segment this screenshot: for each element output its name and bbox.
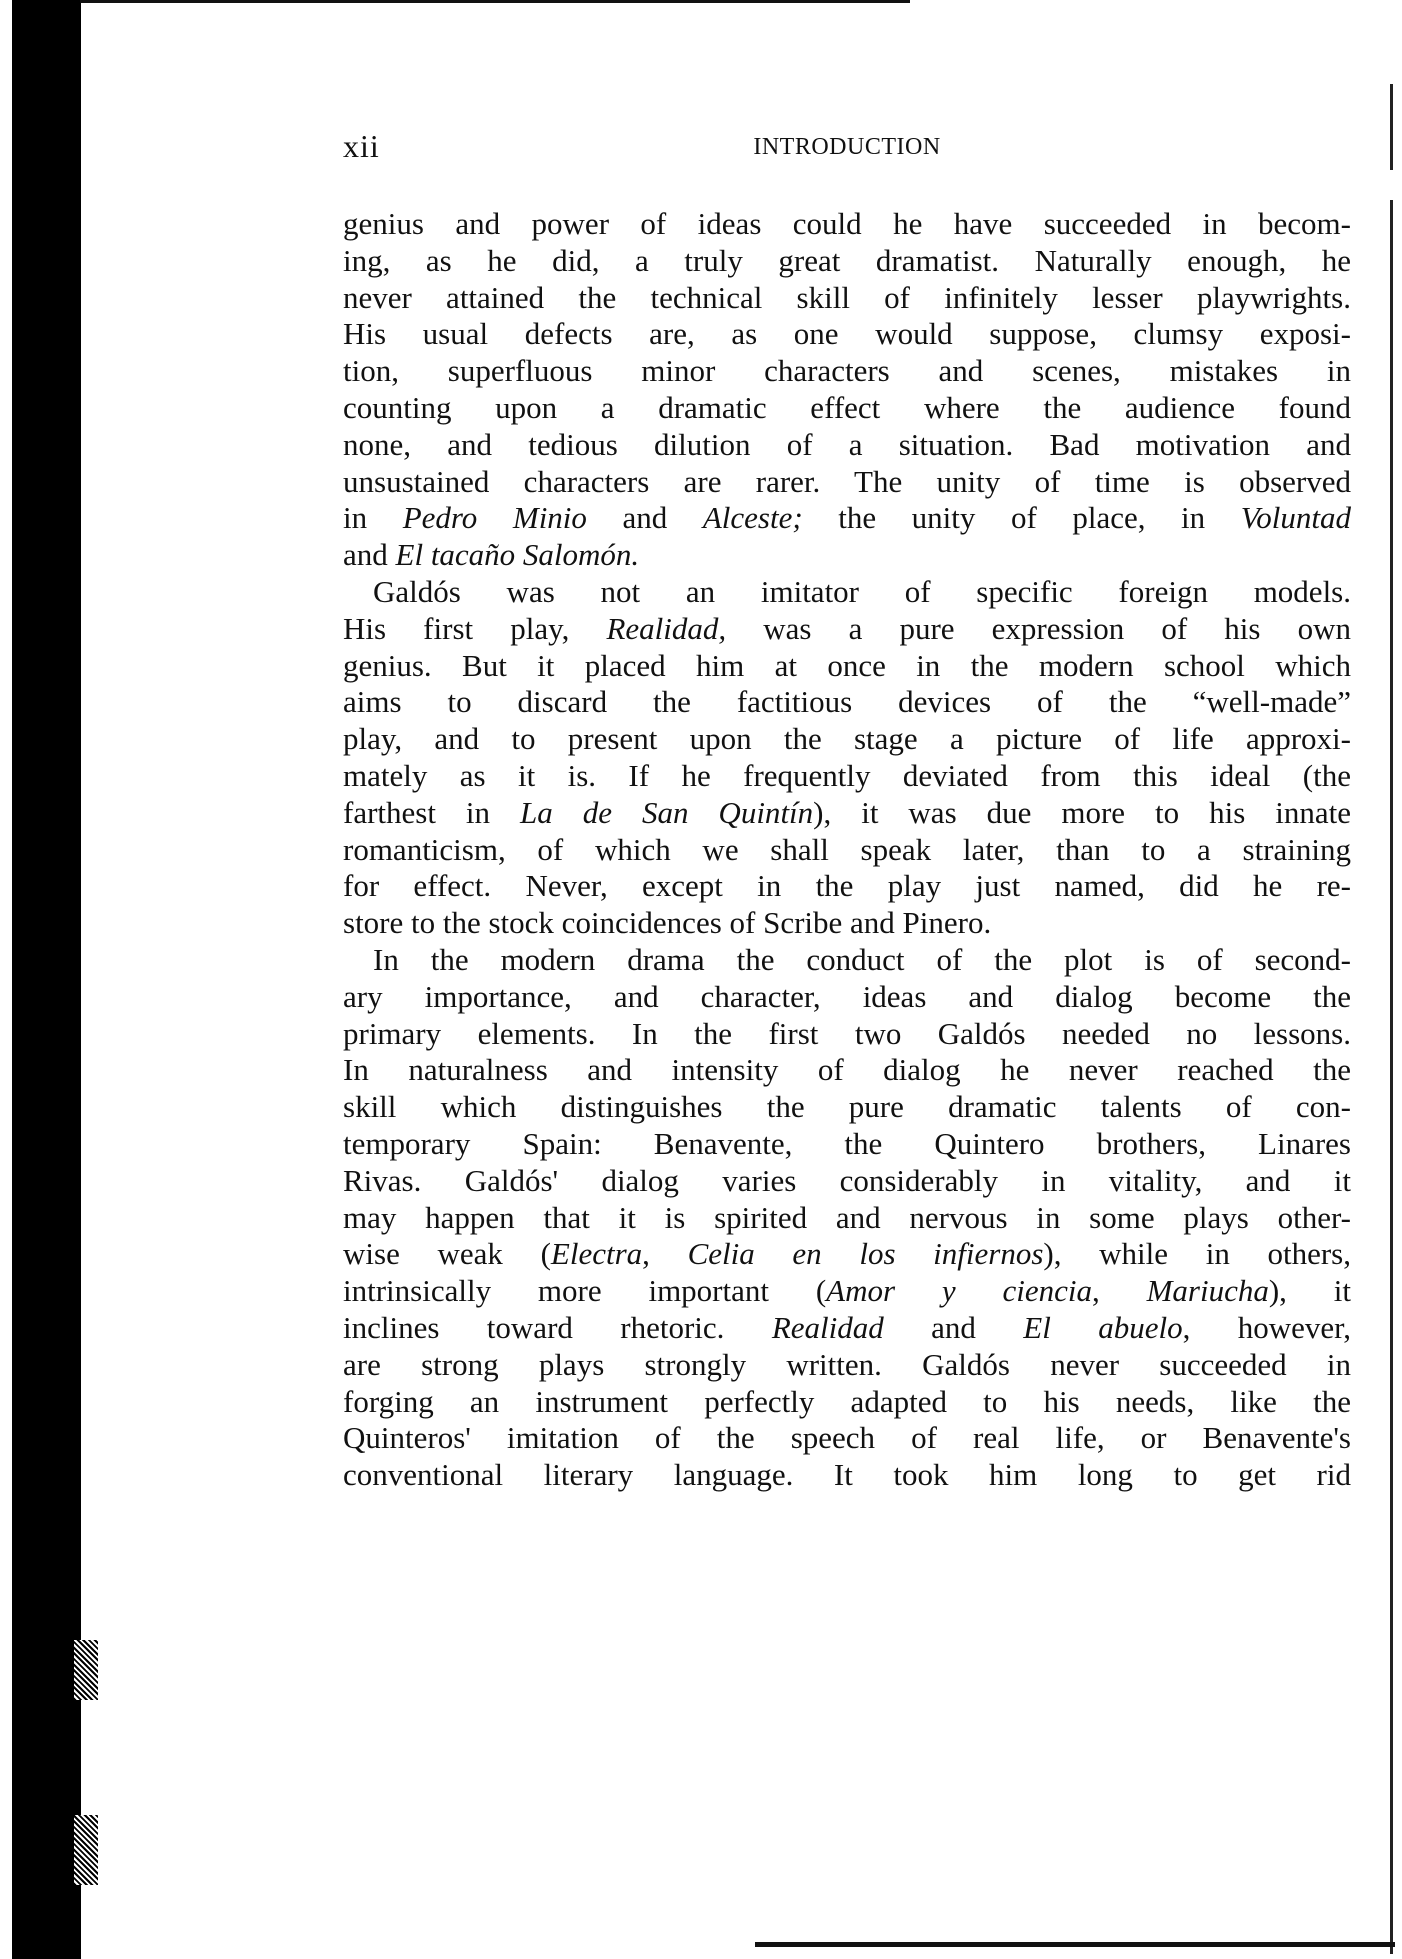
paragraph — [343, 574, 1351, 942]
text-line — [343, 353, 1351, 390]
text-run: genius and power of ideas could he have succeeded in becom- — [343, 206, 1351, 241]
text-run: , — [642, 1236, 688, 1272]
text-run: tion, superfluous minor characters and scenes, mistakes in — [343, 353, 1351, 389]
text-run: for effect. Never, except in the play just named, did he re- — [343, 868, 1351, 904]
text-run: In naturalness and intensity of dialog he never reached the — [343, 1052, 1351, 1088]
text-run: farthest in — [343, 794, 521, 830]
text-run: inclines toward rhetoric. — [343, 1309, 772, 1345]
text-line — [343, 1016, 1351, 1053]
text-line — [343, 1273, 1351, 1310]
text-run: and — [586, 500, 703, 536]
text-run: ing, as he did, a truly great dramatist. Naturally enough, he — [343, 242, 1351, 278]
text-run: was a pure expression of his own — [726, 610, 1351, 646]
text-line — [343, 905, 1351, 942]
text-line — [343, 721, 1351, 758]
italic-title: El abuelo — [1023, 1309, 1183, 1345]
italic-title: Amor y ciencia — [826, 1273, 1092, 1309]
text-run: ), while in others, — [1043, 1236, 1351, 1272]
text-line — [343, 1457, 1351, 1494]
text-run: romanticism, of which we shall speak later, than to a straining — [343, 831, 1351, 867]
text-line — [343, 316, 1351, 353]
running-head — [343, 128, 1351, 172]
text-line — [343, 500, 1351, 537]
text-run: in — [343, 500, 403, 536]
text-run: never attained the technical skill of infinitely lesser playwrights. — [343, 279, 1351, 315]
scan-bottom-edge — [755, 1942, 1395, 1947]
text-run: are strong plays strongly written. Galdós never succeeded in — [343, 1346, 1351, 1382]
body-text — [343, 206, 1351, 1494]
running-head-title: INTRODUCTION — [753, 134, 941, 160]
text-run: , however, — [1182, 1309, 1351, 1345]
text-line — [343, 1384, 1351, 1421]
text-run: Galdós was not an imitator of specific foreign models. — [373, 573, 1351, 609]
text-run: store to the stock coincidences of Scribe and Pinero. — [343, 905, 992, 941]
text-line — [343, 280, 1351, 317]
text-run: and — [343, 537, 396, 573]
text-line — [343, 648, 1351, 685]
text-run: may happen that it is spirited and nervous in some plays other- — [343, 1199, 1351, 1235]
text-line — [343, 1200, 1351, 1237]
text-line — [343, 243, 1351, 280]
text-line — [343, 537, 1351, 574]
italic-title: La de San Quintín — [520, 794, 814, 830]
italic-title: Realidad, — [606, 610, 727, 646]
italic-title: Alceste; — [702, 500, 803, 536]
text-run: counting upon a dramatic effect where the audience found — [343, 389, 1351, 425]
text-line — [343, 1089, 1351, 1126]
text-run: ), it — [1268, 1273, 1351, 1309]
text-line — [343, 758, 1351, 795]
text-line — [343, 1163, 1351, 1200]
text-run: His usual defects are, as one would suppose, clumsy exposi- — [343, 316, 1351, 352]
text-line — [343, 1126, 1351, 1163]
text-line — [343, 206, 1351, 243]
scan-edge-gap — [1388, 170, 1396, 200]
text-run: mately as it is. If he frequently deviated from this ideal (the — [343, 757, 1351, 793]
text-line — [343, 832, 1351, 869]
text-run: conventional literary language. It took him long to get rid — [343, 1457, 1351, 1493]
text-run: none, and tedious dilution of a situation. Bad motivation and — [343, 426, 1351, 462]
text-run: aims to discard the factitious devices of the “well-made” — [343, 684, 1351, 720]
text-run: temporary Spain: Benavente, the Quintero brothers, Linares — [343, 1125, 1351, 1161]
text-line — [343, 464, 1351, 501]
text-line — [343, 427, 1351, 464]
text-run: His first play, — [343, 610, 607, 646]
scan-binding-shadow — [12, 0, 81, 1959]
italic-title: Pedro Minio — [402, 500, 587, 536]
text-line — [343, 574, 1351, 611]
text-line — [343, 1052, 1351, 1089]
italic-title: Electra — [550, 1236, 643, 1272]
text-run: the unity of place, in — [802, 500, 1241, 536]
text-line — [343, 1420, 1351, 1457]
book-page — [343, 128, 1351, 1494]
text-run: unsustained characters are rarer. The unity of time is observed — [343, 463, 1351, 499]
italic-title: Celia en los infiernos — [687, 1236, 1044, 1272]
text-line — [343, 390, 1351, 427]
text-line — [343, 868, 1351, 905]
text-run: forging an instrument perfectly adapted to his needs, like the — [343, 1383, 1351, 1419]
italic-title: Mariucha — [1146, 1273, 1269, 1309]
italic-title: Realidad — [771, 1309, 884, 1345]
text-run: primary elements. In the first two Galdós needed no lessons. — [343, 1015, 1351, 1051]
text-line — [343, 1347, 1351, 1384]
text-run: skill which distinguishes the pure dramatic talents of con- — [343, 1089, 1351, 1125]
paragraph — [343, 942, 1351, 1494]
text-run: ary importance, and character, ideas and dialog become the — [343, 978, 1351, 1014]
text-run: and — [883, 1309, 1024, 1345]
scan-noise — [74, 1640, 98, 1700]
paragraph — [343, 206, 1351, 574]
text-line — [343, 1310, 1351, 1347]
text-run: play, and to present upon the stage a picture of life approxi- — [343, 721, 1351, 757]
scan-top-edge — [80, 0, 910, 8]
text-line — [343, 611, 1351, 648]
text-run: genius. But it placed him at once in the modern school which — [343, 647, 1351, 683]
scan-noise — [74, 1815, 98, 1885]
text-run: ), it was due more to his innate — [813, 794, 1351, 830]
text-run: wise weak ( — [343, 1236, 551, 1272]
text-line — [343, 942, 1351, 979]
italic-title: El tacaño Salomón. — [395, 537, 640, 573]
scan-right-edge — [1390, 84, 1393, 1954]
text-run: In the modern drama the conduct of the plot is of second- — [373, 941, 1351, 977]
text-run: intrinsically more important ( — [343, 1273, 827, 1309]
page-number: xii — [343, 128, 380, 164]
text-run: Rivas. Galdós' dialog varies considerably in vitality, and it — [343, 1162, 1351, 1198]
text-line — [343, 795, 1351, 832]
text-line — [343, 1236, 1351, 1273]
text-run: Quinteros' imitation of the speech of real life, or Benavente's — [343, 1420, 1351, 1456]
italic-title: Voluntad — [1240, 500, 1351, 536]
text-run: , — [1092, 1273, 1147, 1309]
text-line — [343, 684, 1351, 721]
text-line — [343, 979, 1351, 1016]
